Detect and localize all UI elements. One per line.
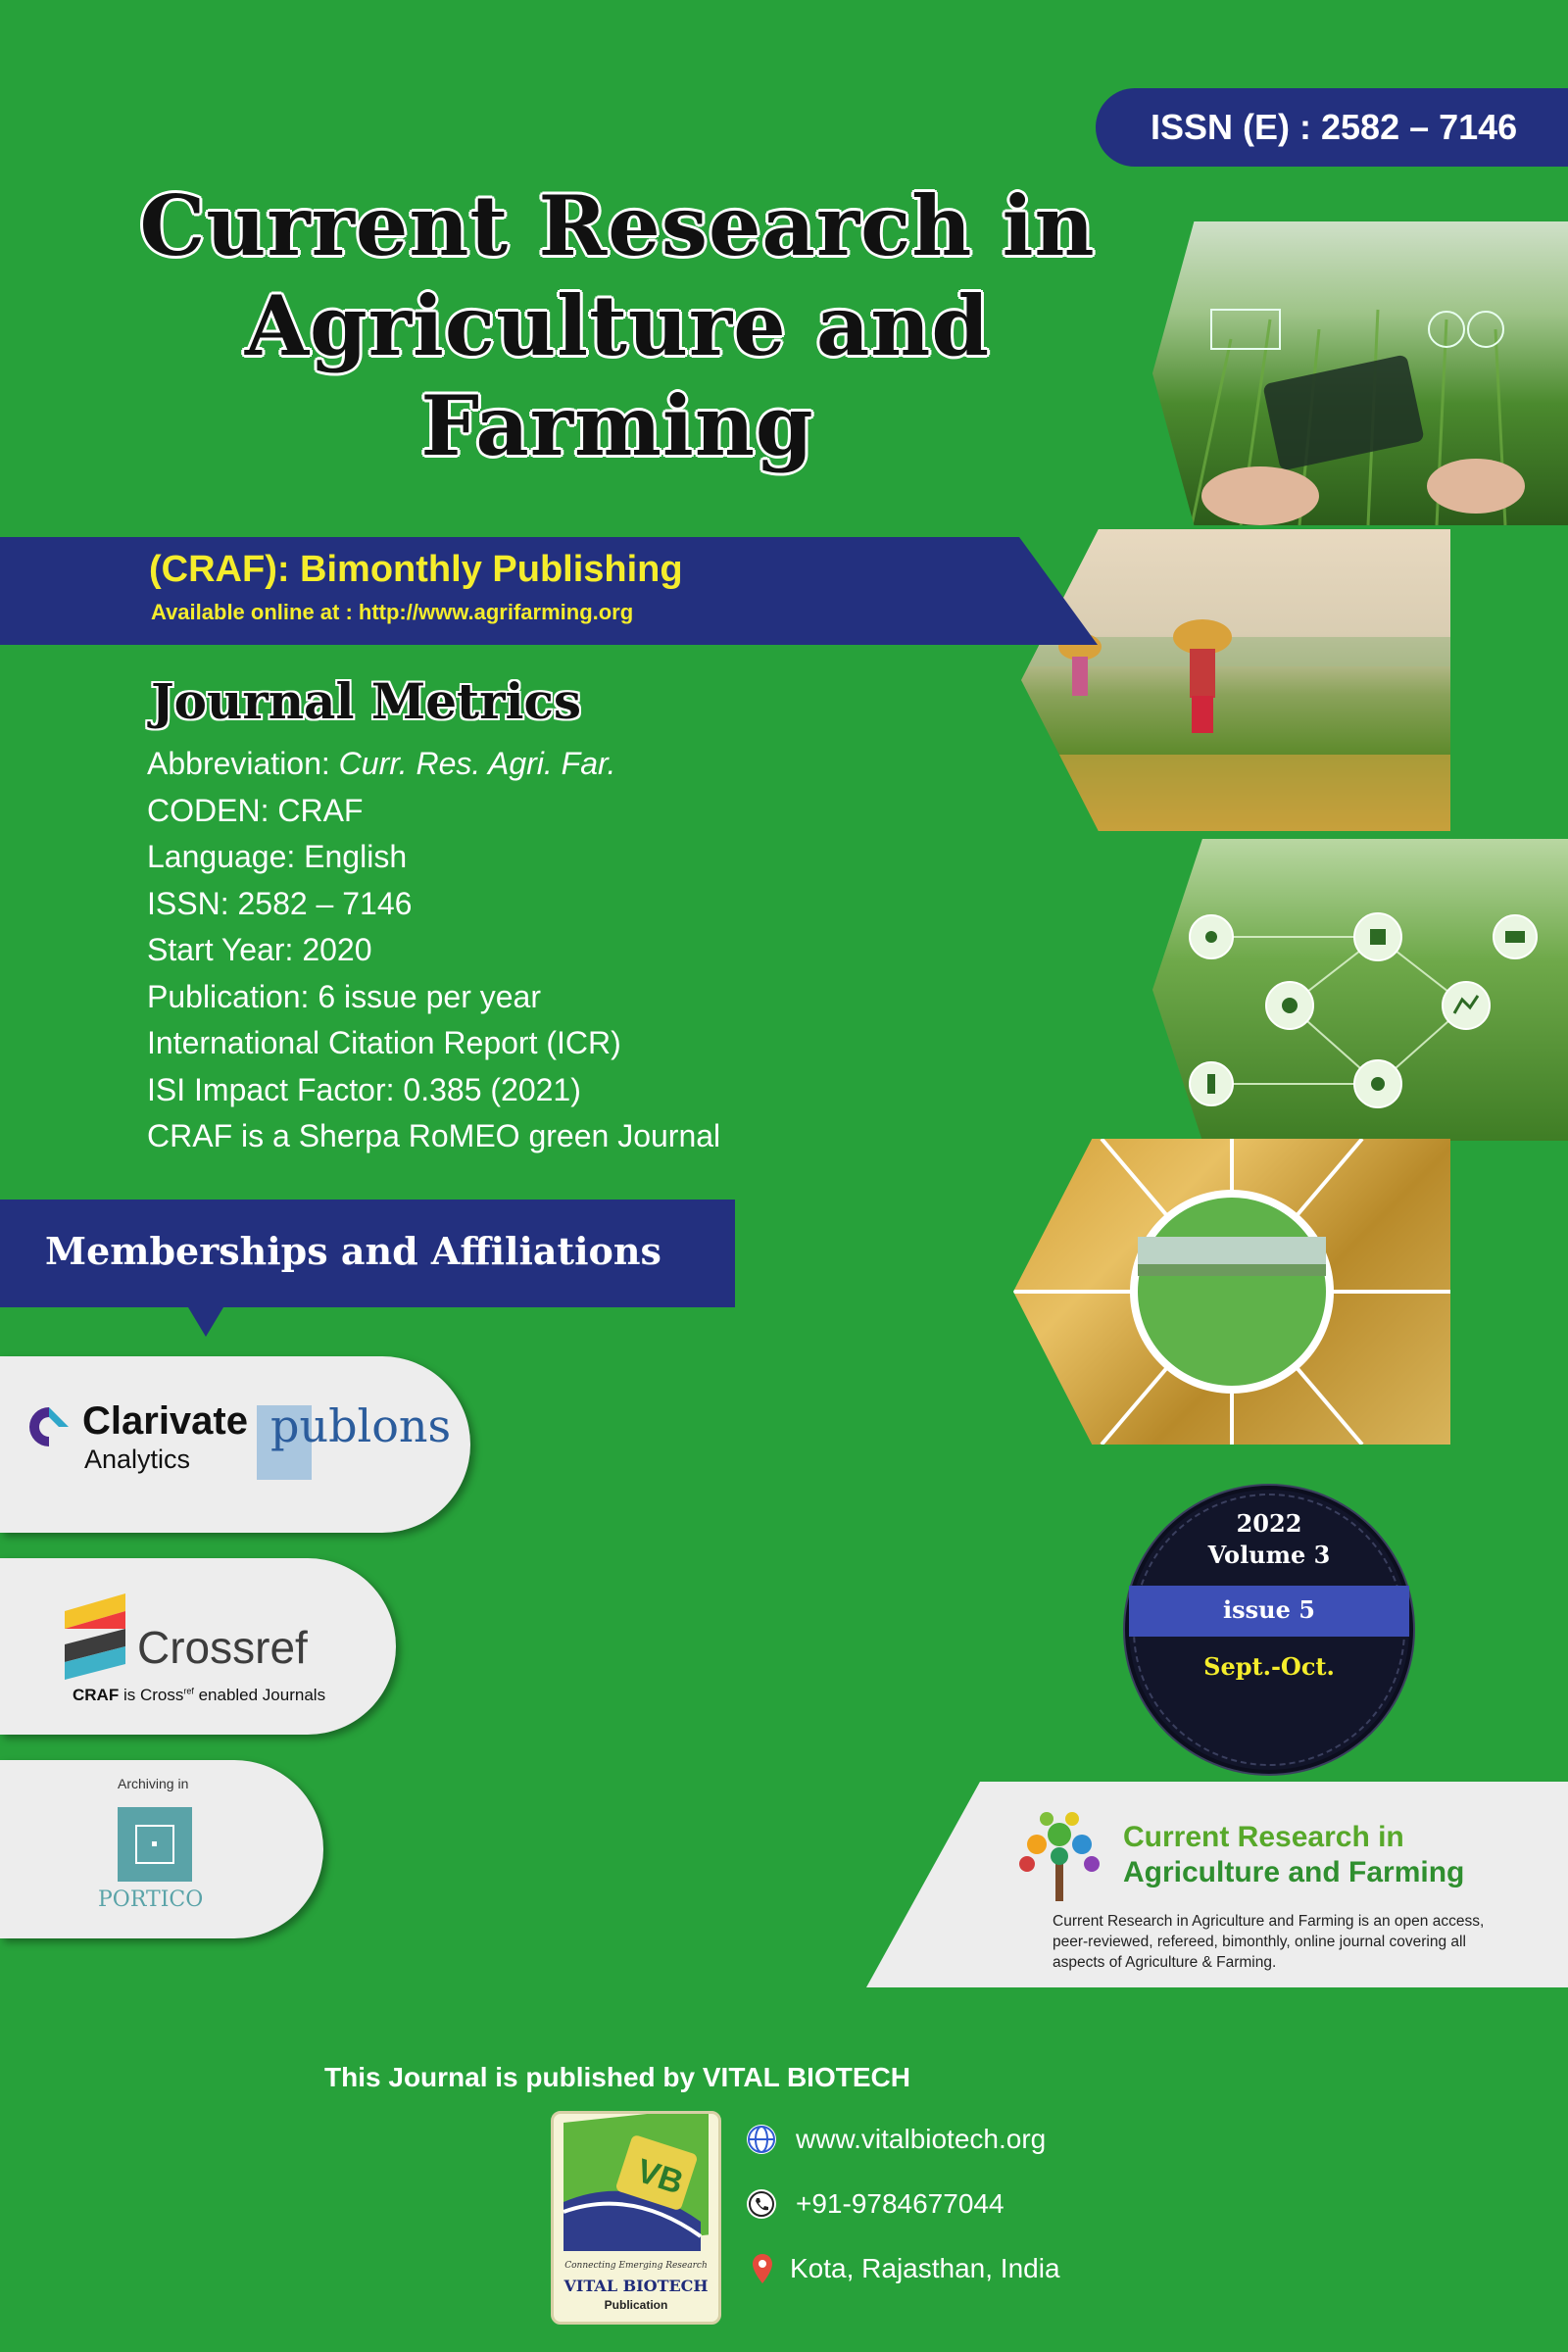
metric-item: Start Year: 2020 — [147, 932, 372, 967]
metric-item: CODEN: CRAF — [147, 792, 364, 828]
location-text: Kota, Rajasthan, India — [790, 2253, 1060, 2283]
issue-year: 2022 — [1236, 1509, 1302, 1538]
logo-tagline: Connecting Emerging Research — [564, 2261, 708, 2271]
metric-item — [147, 741, 720, 788]
crossref-caption — [73, 1686, 325, 1705]
publishing-title: (CRAF): Bimonthly Publishing — [149, 549, 683, 590]
promo-title-line-2: Agriculture and Farming — [1123, 1856, 1465, 1888]
crossref-caption-b: is Cross — [119, 1686, 184, 1704]
harvest-image — [1021, 529, 1450, 831]
website-text[interactable]: www.vitalbiotech.org — [796, 2124, 1047, 2154]
memberships-heading: Memberships and Affiliations — [45, 1229, 662, 1273]
vital-biotech-logo — [551, 2111, 721, 2325]
publons-name: publons — [270, 1399, 452, 1452]
agritech-image — [1152, 839, 1568, 1141]
crossref-logo-icon — [65, 1593, 125, 1680]
tree-logo-icon — [1007, 1805, 1111, 1903]
phone-text[interactable]: +91-9784677044 — [796, 2188, 1004, 2219]
issn-text: ISSN (E) : 2582 – 7146 — [1151, 107, 1518, 147]
promo-title-line-1: Current Research in — [1123, 1821, 1404, 1853]
metric-item: ISI Impact Factor: 0.385 (2021) — [147, 1071, 581, 1107]
location-pin-icon — [751, 2252, 774, 2285]
metric-item: CRAF is a Sherpa RoMEO green Journal — [147, 1118, 721, 1153]
metric-item: Language: English — [147, 839, 408, 874]
photo-smart-farming — [1152, 221, 1568, 525]
metric-label: Abbreviation: — [147, 746, 339, 781]
journal-title-line-1: Current Research in — [139, 177, 1096, 274]
issue-number: issue 5 — [1223, 1595, 1315, 1624]
contact-location — [751, 2252, 1060, 2285]
globe-icon — [745, 2123, 778, 2156]
photo-rice-collage — [1013, 1139, 1450, 1445]
publishing-url[interactable]: Available online at : http://www.agrifarming.org — [151, 600, 634, 624]
issn-badge — [1096, 88, 1568, 167]
vital-biotech-emblem-icon — [554, 2114, 718, 2261]
metrics-list — [147, 741, 720, 1160]
portico-archiving-label: Archiving in — [118, 1776, 189, 1791]
portico-square-icon — [135, 1825, 174, 1864]
metric-value: Curr. Res. Agri. Far. — [338, 746, 616, 781]
issue-volume: Volume 3 — [1207, 1541, 1331, 1569]
journal-title — [88, 176, 1147, 476]
logo-sub: Publication — [604, 2298, 668, 2312]
photo-agritech-icons — [1152, 839, 1568, 1141]
metric-item: International Citation Report (ICR) — [147, 1025, 621, 1060]
published-by: This Journal is published by VITAL BIOTECH — [324, 2062, 910, 2092]
logo-name: VITAL BIOTECH — [564, 2277, 709, 2295]
svg-text:VB: VB — [632, 2151, 688, 2202]
photo-harvest-field — [1021, 529, 1450, 831]
metric-item: ISSN: 2582 – 7146 — [147, 885, 413, 921]
portico-name: PORTICO — [98, 1887, 204, 1912]
crossref-caption-a: CRAF — [73, 1686, 120, 1704]
contact-website[interactable] — [745, 2123, 1046, 2156]
clarivate-sub: Analytics — [84, 1445, 191, 1474]
portico-logo-icon — [118, 1807, 192, 1882]
metrics-heading: Journal Metrics — [151, 672, 582, 730]
contact-phone[interactable] — [745, 2187, 1004, 2221]
phone-icon — [745, 2187, 778, 2221]
journal-title-line-2: Agriculture and Farming — [244, 277, 991, 474]
promo-description: Current Research in Agriculture and Farming is an open access, peer-reviewed, refereed, bimonthly, online journal covering all aspects of Agriculture & Farming. — [1053, 1913, 1485, 1971]
crossref-name: Crossref — [137, 1622, 308, 1673]
metric-item: Publication: 6 issue per year — [147, 978, 541, 1014]
rice-collage-image — [1013, 1139, 1450, 1445]
smart-farming-image — [1152, 221, 1568, 525]
issue-months: Sept.-Oct. — [1203, 1652, 1335, 1681]
crossref-caption-sup: ref — [183, 1686, 194, 1696]
crossref-caption-c: enabled Journals — [193, 1686, 326, 1704]
clarivate-logo-icon — [25, 1403, 73, 1450]
clarivate-name: Clarivate — [82, 1399, 248, 1443]
